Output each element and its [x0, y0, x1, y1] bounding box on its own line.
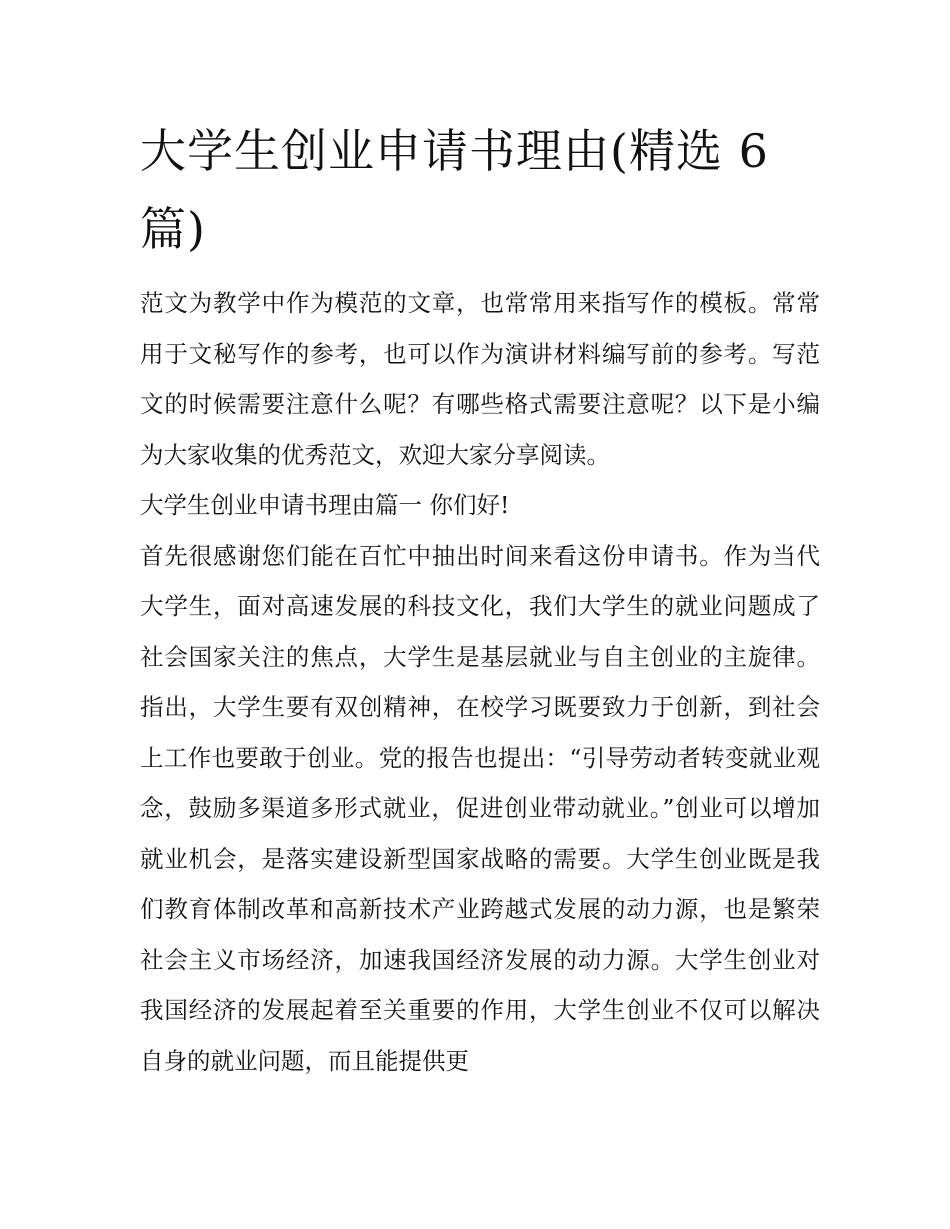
section-heading-paragraph: 大学生创业申请书理由篇一 你们好! [140, 491, 510, 519]
body-paragraph: 首先很感谢您们能在百忙中抽出时间来看这份申请书。作为当代大学生，面对高速发展的科技文化，我们大学生的就业问题成了社会国家关注的焦点，大学生是基层就业与自主创业的主旋律。指出，大学生要有双创精神，在校学习既要致力于创新，到社会上工作也要敢于创业。党的报告也提出：“引导劳动者转变就业观念，鼓励多渠道多形式就业，促进创业带动就业。”创业可以增加就业机会，是落实建设新型国家战略的需要。大学生创业既是我们教育体制改革和高新技术产业跨越式发展的动力源，也是繁荣社会主义市场经济，加速我国经济发展的动力源。大学生创业对我国经济的发展起着至关重要的作用，大学生创业不仅可以解决自身的就业问题，而且能提供更 [140, 541, 820, 1075]
intro-paragraph: 范文为教学中作为模范的文章，也常常用来指写作的模板。常常用于文秘写作的参考，也可以作为演讲材料编写前的参考。写范文的时候需要注意什么呢？有哪些格式需要注意呢？以下是小编为大家收集的优秀范文，欢迎大家分享阅读。 [140, 289, 820, 469]
document-body [140, 278, 820, 1086]
document-title: 大学生创业申请书理由(精选 6 篇) [140, 124, 769, 256]
